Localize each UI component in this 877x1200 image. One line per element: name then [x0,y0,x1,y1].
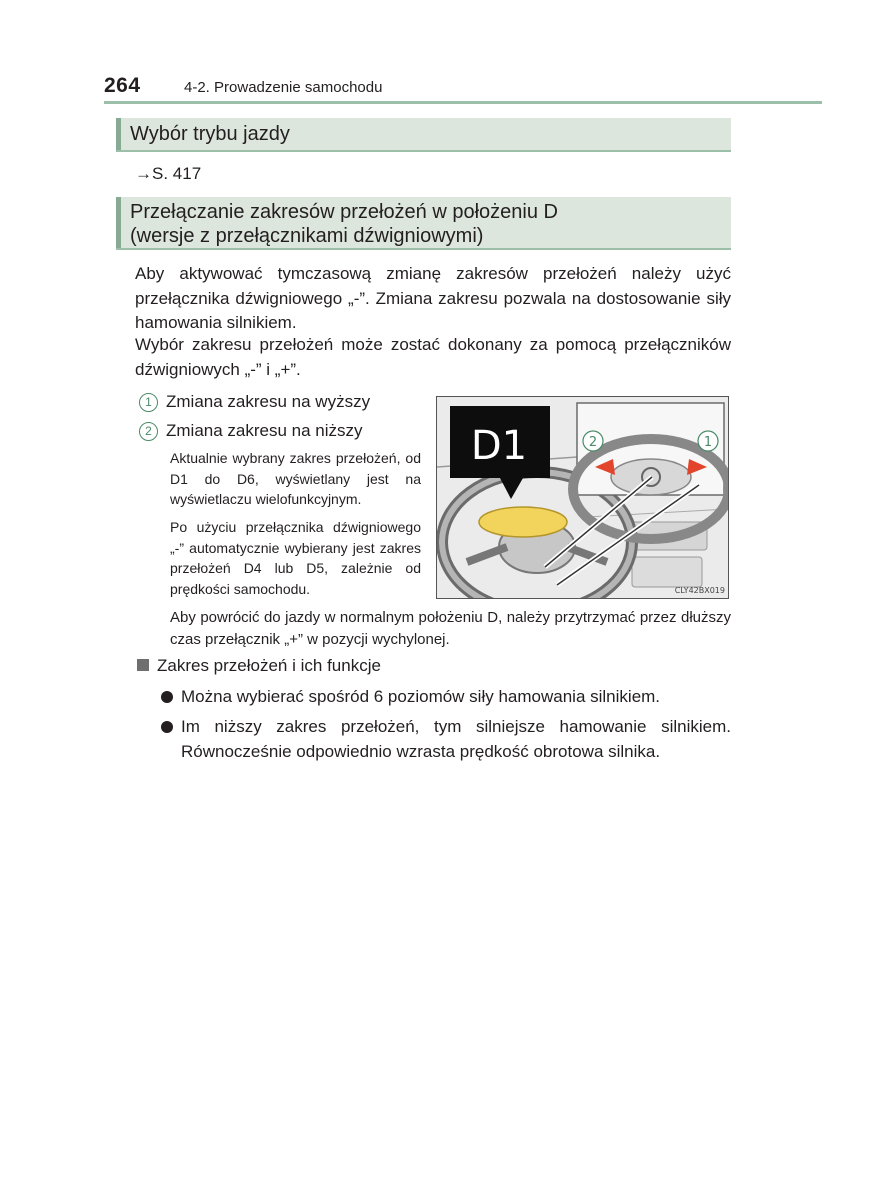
paragraph-intro: Aby aktywować tymczasową zmianę zakresów przełożeń należy użyć przełącznika dźwigniowego „-”. Zmiana zakresu pozwala na dostosowanie siły hamowania silnikiem. [135,264,731,332]
section-heading-text: Wybór trybu jazdy [130,123,290,145]
list-item [159,714,731,764]
step-downshift [139,421,363,441]
step-text: Zmiana zakresu na niższy [166,421,363,440]
section-heading-text [130,200,558,248]
step-number-badge: 2 [139,422,158,441]
callout-downshift: 2 [588,435,598,450]
chapter-title: 4-2. Prowadzenie samochodu [184,79,383,96]
bullet-dot-icon [161,691,173,703]
subsection-heading [137,656,381,676]
note-return-to-d: Aby powrócić do jazdy w normalnym położeniu D, należy przytrzymać przez dłuższy czas przełącznik „+” w pozycji wychylonej. [170,609,731,648]
bullet-dot-icon [161,721,173,733]
paragraph-selection: Wybór zakresu przełożeń może zostać dokonany za pomocą przełączników dźwigniowych „-” i „+”. [135,335,731,379]
note-auto-range: Po użyciu przełącznika dźwigniowego „-” automatycznie wybierany jest zakres przełożeń D4 lub D5, zależnie od prędkości samochodu. [170,519,421,597]
list-item-text: Można wybierać spośród 6 poziomów siły hamowania silnikiem. [181,687,661,706]
list-item [159,684,731,709]
step-text: Zmiana zakresu na wyższy [166,392,371,411]
note-display-range: Aktualnie wybrany zakres przełożeń, od D1 do D6, wyświetlany jest na wyświetlaczu wielofunkcyjnym. [170,450,421,507]
display-gear-text: D1 [470,423,528,469]
section-heading-gear-range [116,197,731,250]
heading-line-1: Przełączanie zakresów przełożeń w położeniu D [130,201,558,223]
page-reference: →S. 417 [135,164,202,183]
callout-upshift: 1 [703,435,713,450]
header-rule [104,101,822,104]
step-number-badge: 1 [139,393,158,412]
section-heading-drive-mode [116,118,731,152]
paddle-shifter-illustration [436,396,729,599]
list-item-text: Im niższy zakres przełożeń, tym silniejsze hamowanie silnikiem. Równocześnie odpowiednio wzrasta prędkość obrotowa silnika. [181,717,731,761]
heading-line-2: (wersje z przełącznikami dźwigniowymi) [130,225,484,247]
square-bullet-icon [137,659,149,671]
subsection-title: Zakres przełożeń i ich funkcje [157,656,381,675]
step-upshift [139,392,370,412]
page-number: 264 [104,74,141,97]
illustration-code: CLY42BX019 [674,586,725,595]
